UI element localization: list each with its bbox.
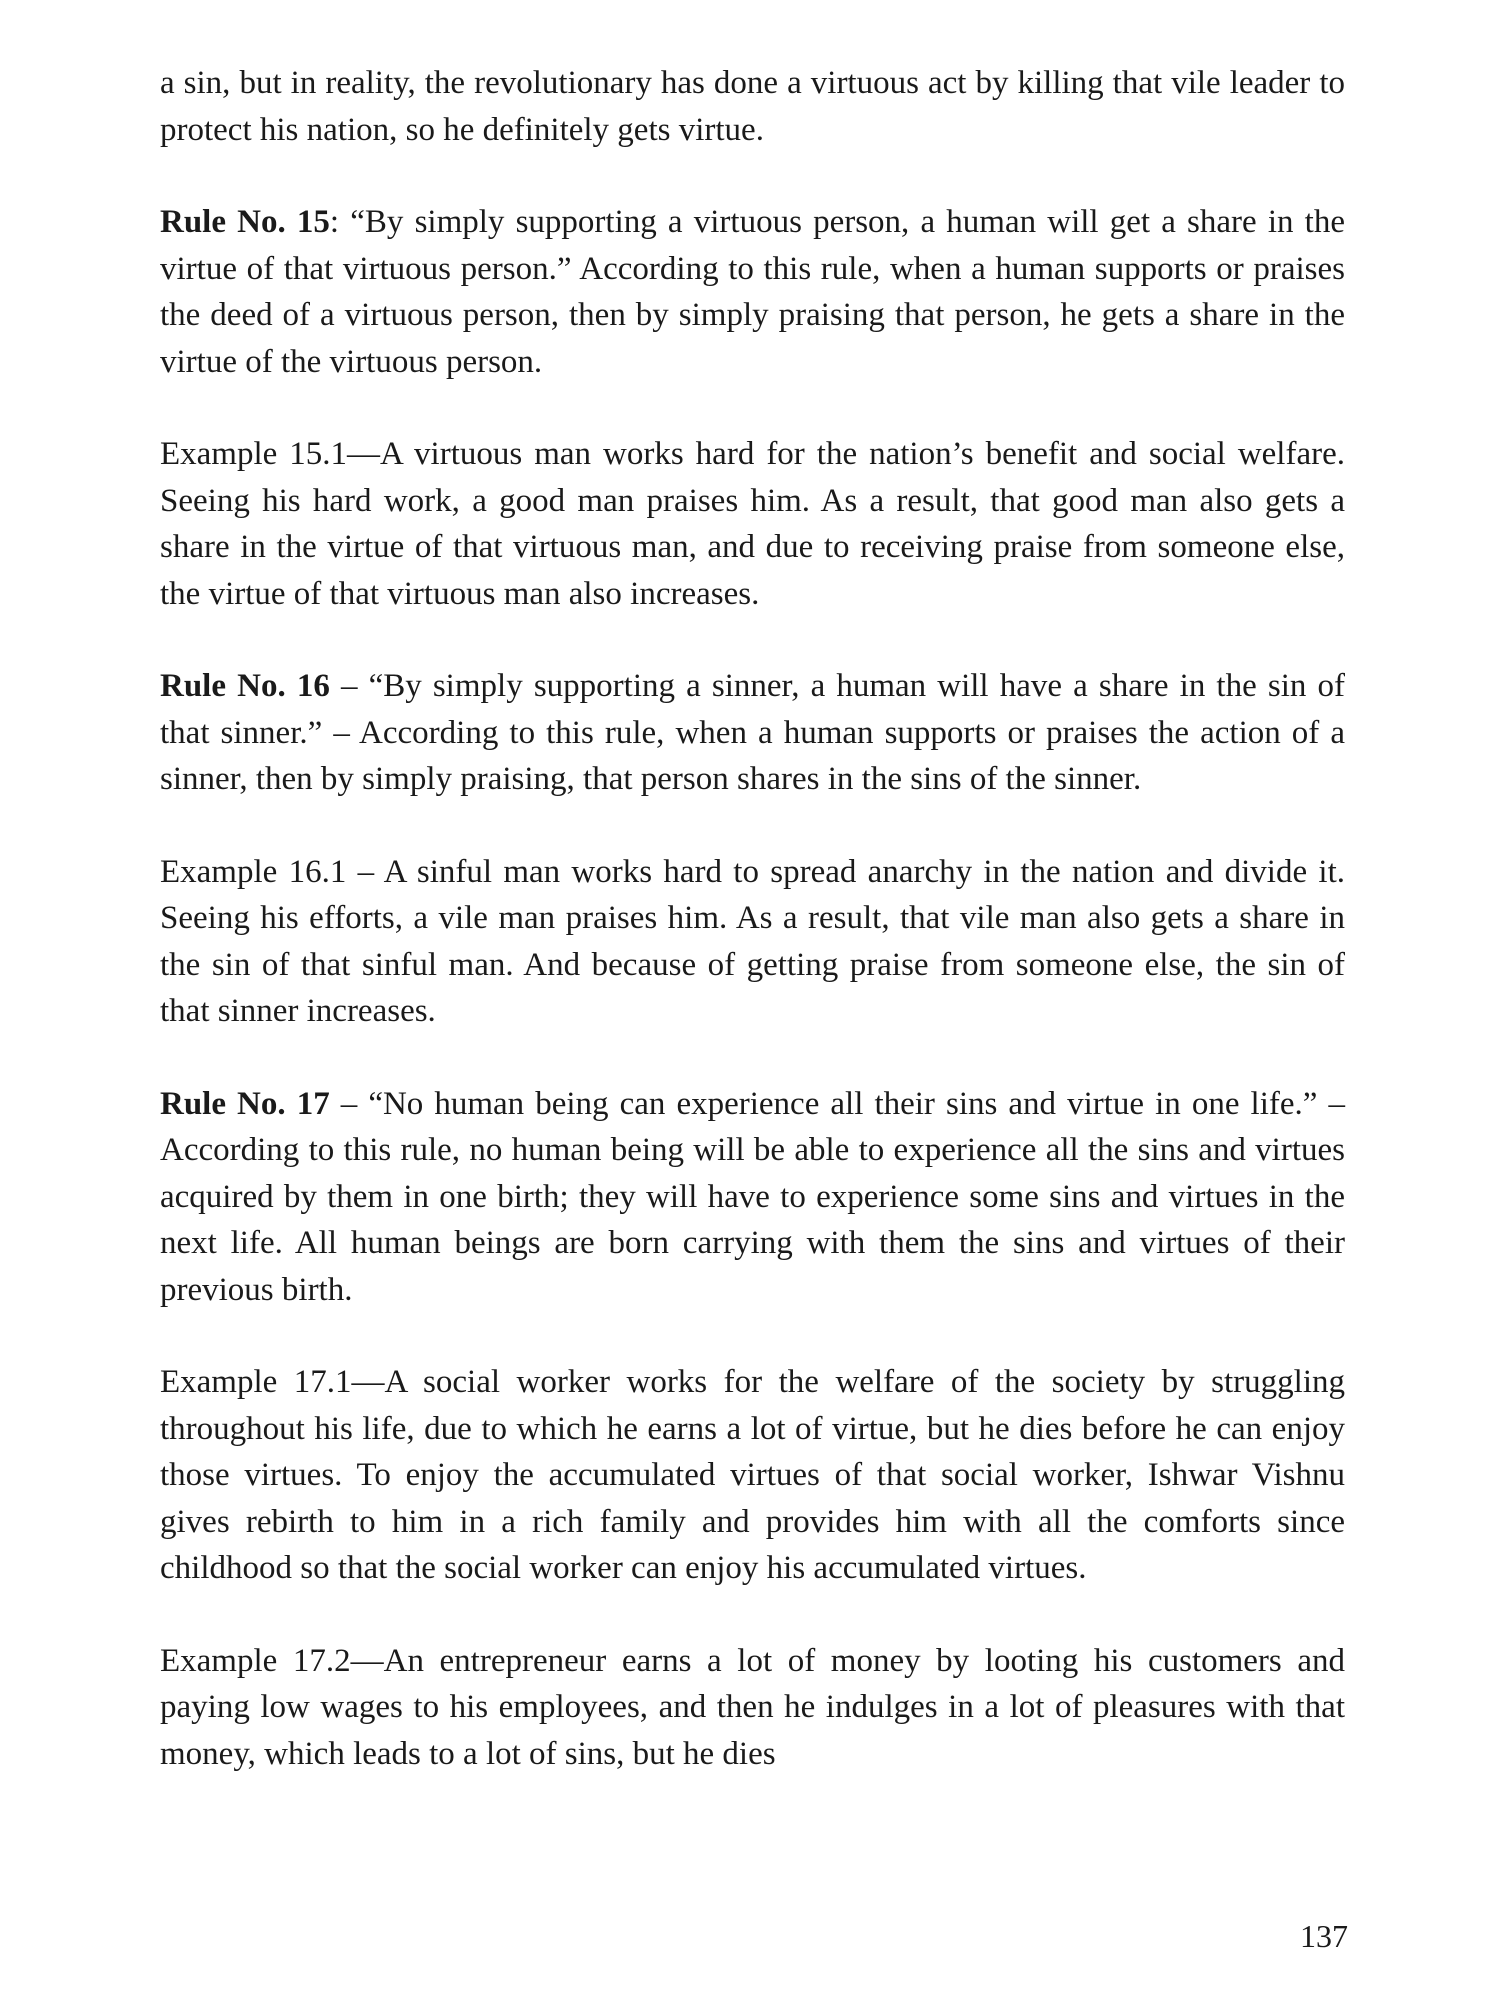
page-number: 137 (1300, 1918, 1348, 1954)
paragraph-text: Example 15.1—A virtuous man works hard for the nation’s benefit and social welfare. Seeing his hard work, a good man praises him. As a result, that good man also gets a share in the virtue of that virtuous man, and due to receiving praise from someone else, the virtue of that virtuous man also increases. (160, 436, 1345, 612)
paragraph-example-17-2 (160, 1638, 1345, 1778)
paragraph-text: : “By simply supporting a virtuous person, a human will get a share in the virtue of that virtuous person.” According to this rule, when a human supports or praises the deed of a virtuous person, then by simply praising that person, he gets a share in the virtue of the virtuous person. (160, 204, 1345, 380)
paragraph-text: Example 17.1—A social worker works for the welfare of the society by struggling throughout his life, due to which he earns a lot of virtue, but he dies before he can enjoy those virtues. To enjoy the accumulated virtues of that social worker, Ishwar Vishnu gives rebirth to him in a rich family and provides him with all the comforts since childhood so that the social worker can enjoy his accumulated virtues. (160, 1364, 1345, 1586)
paragraph-text: a sin, but in reality, the revolutionary has done a virtuous act by killing that vile leader to protect his nation, so he definitely gets virtue. (160, 65, 1345, 148)
rule-label: Rule No. 17 (160, 1085, 330, 1122)
page-body (160, 60, 1345, 1823)
paragraph-rule-15 (160, 199, 1345, 385)
paragraph-rule-16 (160, 663, 1345, 803)
rule-label: Rule No. 15 (160, 204, 330, 240)
paragraph-text: – “By simply supporting a sinner, a human will have a share in the sin of that sinner.” – According to this rule, when a human supports or praises the action of a sinner, then by simply praising, that person shares in the sins of the sinner. (160, 668, 1345, 797)
paragraph-text: Example 17.2—An entrepreneur earns a lot of money by looting his customers and paying low wages to his employees, and then he indulges in a lot of pleasures with that money, which leads to a lot of sins, but he dies (160, 1642, 1345, 1772)
paragraph-text: – “No human being can experience all their sins and virtue in one life.” – According to this rule, no human being will be able to experience all the sins and virtues acquired by them in one birth; they will have to experience some sins and virtues in the next life. All human beings are born carrying with them the sins and virtues of their previous birth. (160, 1085, 1345, 1308)
rule-label: Rule No. 16 (160, 668, 330, 704)
paragraph-text: Example 16.1 – A sinful man works hard to spread anarchy in the nation and divide it. Seeing his efforts, a vile man praises him. As a result, that vile man also gets a share in the sin of that sinful man. And because of getting praise from someone else, the sin of that sinner increases. (160, 853, 1345, 1029)
paragraph-example-17-1 (160, 1359, 1345, 1592)
paragraph-continuation (160, 60, 1345, 153)
paragraph-example-16-1 (160, 849, 1345, 1035)
paragraph-rule-17 (160, 1081, 1345, 1314)
paragraph-example-15-1 (160, 431, 1345, 617)
